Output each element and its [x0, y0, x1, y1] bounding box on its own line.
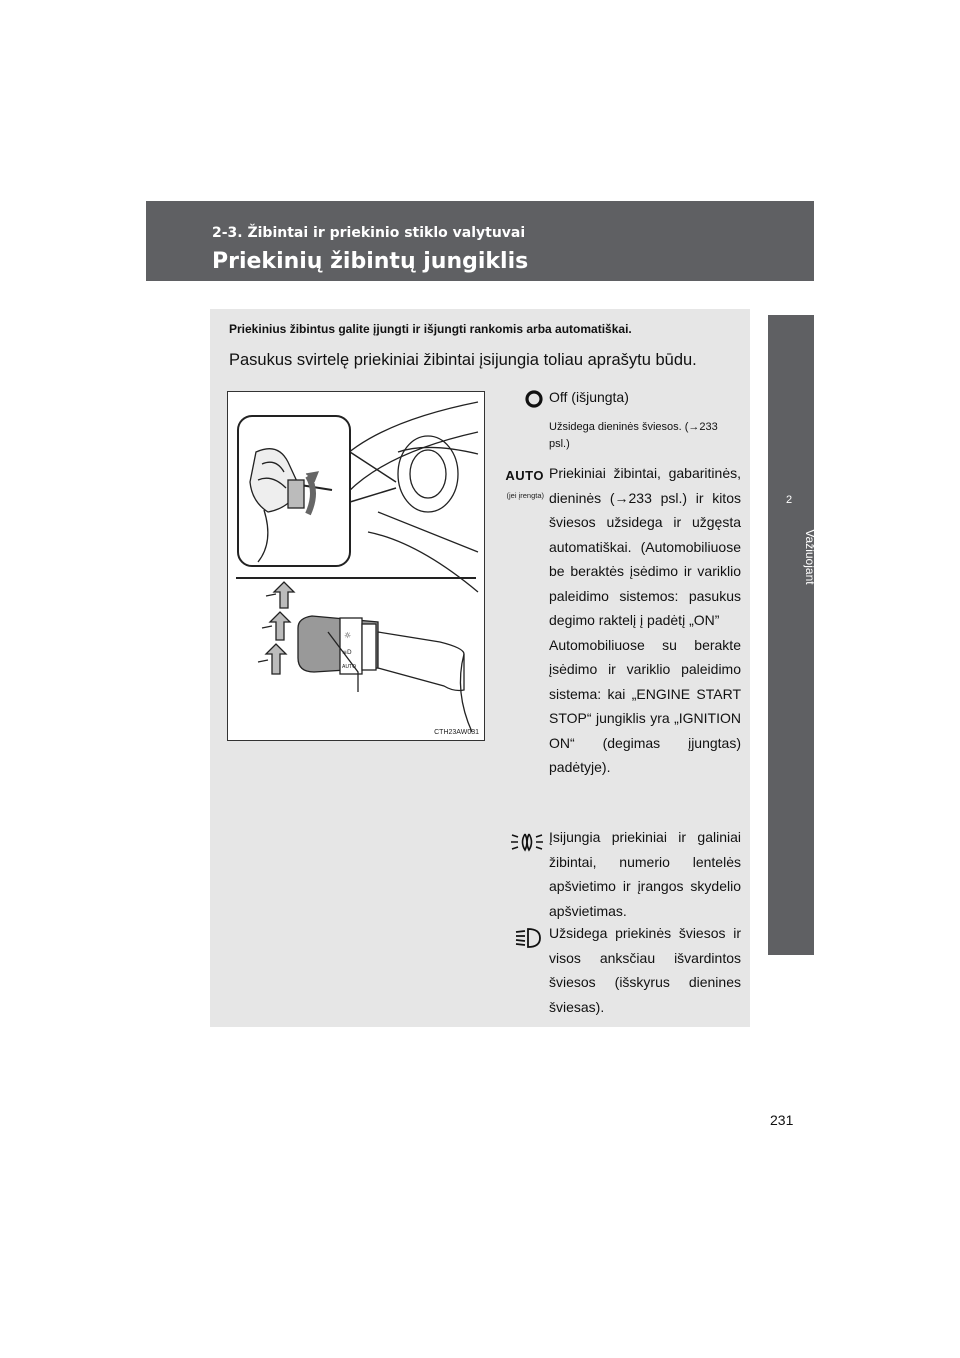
figure-code: CTH23AW031 — [434, 729, 479, 736]
headlight-icon — [500, 927, 544, 954]
lever-drawing — [228, 392, 484, 740]
off-position-icon — [500, 389, 544, 414]
auto-equipped-note: (jei įrengta) — [506, 491, 544, 500]
headlight-switch-illustration — [227, 391, 485, 741]
lead-text: Pasukus svirtelę priekiniai žibintai įsijungia toliau aprašytu būdu. — [229, 351, 697, 369]
chapter-side-tab[interactable] — [768, 315, 814, 955]
off-position-note: Užsidega dieninės šviesos. (→233 psl.) — [549, 421, 718, 450]
svg-text:AUTO: AUTO — [342, 664, 357, 670]
content-panel — [210, 309, 750, 1027]
svg-text:≡D: ≡D — [342, 649, 352, 656]
chapter-header — [146, 201, 814, 281]
page-number: 231 — [770, 1112, 794, 1128]
auto-icon — [500, 467, 544, 500]
chapter-number: 2 — [786, 494, 793, 506]
auto-badge: AUTO — [505, 468, 544, 483]
auto-position-text: Priekiniai žibintai, gabaritinės, dieninės (→233 psl.) ir kitos šviesos užsidega ir užgęsta automatiškai. (Automobiliuose be beraktės įsėdimo ir variklio paleidimo sistemos: pasukus degimo raktelį į padėtį „ON” Automobiliuose su berakte įsėdimo ir variklio paleidimo sistema: kai „ENGINE START STOP“ jungiklis yra „IGNITION ON“ (degimas įjungtas) padėtyje). — [549, 465, 741, 775]
svg-text:☼: ☼ — [344, 631, 352, 640]
page-title: Priekinių žibintų jungiklis — [212, 249, 529, 274]
parking-lights-text: Įsijungia priekiniai ir galiniai žibintai, numerio lentelės apšvietimo ir įrangos skydelio apšvietimas. — [549, 829, 741, 919]
chapter-label: Važiuojant — [803, 529, 817, 585]
off-position-title: Off (išjungta) — [549, 389, 629, 405]
section-title: 2-3. Žibintai ir priekinio stiklo valytuvai — [212, 225, 526, 241]
parking-lights-icon — [500, 831, 544, 858]
headlight-position-text: Užsidega priekinės šviesos ir visos anksčiau išvardintos šviesos (išskyrus dienines šviesas). — [549, 925, 741, 1015]
intro-text: Priekinius žibintus galite įjungti ir išjungti rankomis arba automatiškai. — [229, 322, 632, 336]
